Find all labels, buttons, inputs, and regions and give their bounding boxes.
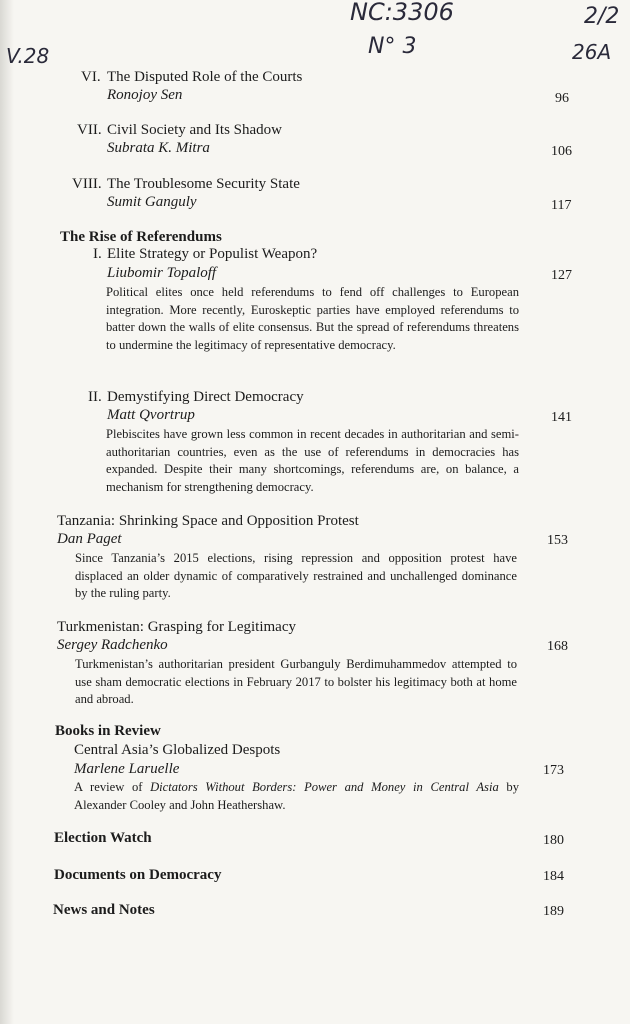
entry-author: Sergey Radchenko [57,637,168,653]
entry-page-number: 127 [551,268,572,283]
entry-abstract: Turkmenistan’s authoritarian president Gurbanguly Berdimuhammedov attempted to use sham democratic elections in February 2017 to bolster his legitimacy both at home and abroad. [75,657,517,707]
section-page-number: 189 [543,904,564,919]
handwritten-issue-number: N° 3 [368,34,417,59]
page-binding-shadow [0,0,14,1024]
entry-abstract: Plebiscites have grown less common in recent decades in authoritarian and semi-authoritarian countries, even as the use of referendums in democracies has expanded. Despite their many shortcomings, referendums are, on balance, a mechanism for strengthening democracy. [106,427,519,494]
entry-numeral: VIII. [72,176,102,192]
entry-page-number: 168 [547,639,568,654]
entry-title: Central Asia’s Globalized Despots [74,742,281,758]
entry-title: The Disputed Role of the Courts [107,69,303,85]
entry-author: Sumit Ganguly [107,194,197,210]
entry-abstract: Since Tanzania’s 2015 elections, rising repression and opposition protest have displaced an older dynamic of comparatively restrained and unchallenged dominance by the ruling party. [75,551,517,601]
entry-page-number: 153 [547,533,568,548]
entry-abstract: Political elites once held referendums to fend off challenges to European integration. More recently, Euroskeptic parties have employed referendums to batter down the walls of elite consensus. But the spread of referendums threatens to undermine the legitimacy of representative democracy. [106,285,519,352]
entry-numeral: VI. [81,69,101,85]
entry-author: Marlene Laruelle [74,761,180,777]
entry-abstract [74,779,519,814]
entry-title: Elite Strategy or Populist Weapon? [107,246,318,262]
review-book-title: Dictators Without Borders: Power and Money in Central Asia [150,780,499,794]
entry-page-number: 141 [551,410,572,425]
entry-numeral: VII. [77,122,102,138]
section-heading-books: Books in Review [55,723,161,739]
entry-page-number: 117 [551,198,572,213]
entry-page-number: 173 [543,763,564,778]
section-heading-referendums: The Rise of Referendums [60,229,222,245]
review-prefix: A review of [74,780,151,794]
entry-page-number: 106 [551,144,572,159]
handwritten-call-number: NC:3306 [350,0,454,26]
section-page-number: 180 [543,833,564,848]
section-page-number: 184 [543,869,564,884]
handwritten-code-note: 26A [572,40,612,64]
section-label: Election Watch [54,830,152,846]
section-label: Documents on Democracy [54,867,222,883]
entry-numeral: I. [93,246,102,262]
section-label: News and Notes [53,902,155,918]
entry-author: Matt Qvortrup [107,407,195,423]
entry-title: Civil Society and Its Shadow [107,122,282,138]
entry-author: Ronojoy Sen [107,87,183,103]
entry-numeral: II. [88,389,102,405]
handwritten-fraction-note: 2/2 [584,4,620,29]
entry-title: The Troublesome Security State [107,176,300,192]
entry-author: Subrata K. Mitra [107,140,210,156]
entry-title: Demystifying Direct Democracy [107,389,304,405]
handwritten-volume-note: V.28 [6,44,50,68]
entry-title: Tanzania: Shrinking Space and Opposition Protest [57,513,359,529]
entry-page-number: 96 [555,91,569,106]
entry-author: Liubomir Topaloff [107,265,217,281]
entry-author: Dan Paget [57,531,122,547]
entry-title: Turkmenistan: Grasping for Legitimacy [57,619,296,635]
review-suffix: by Alexander Cooley and John Heathershaw. [74,780,519,812]
